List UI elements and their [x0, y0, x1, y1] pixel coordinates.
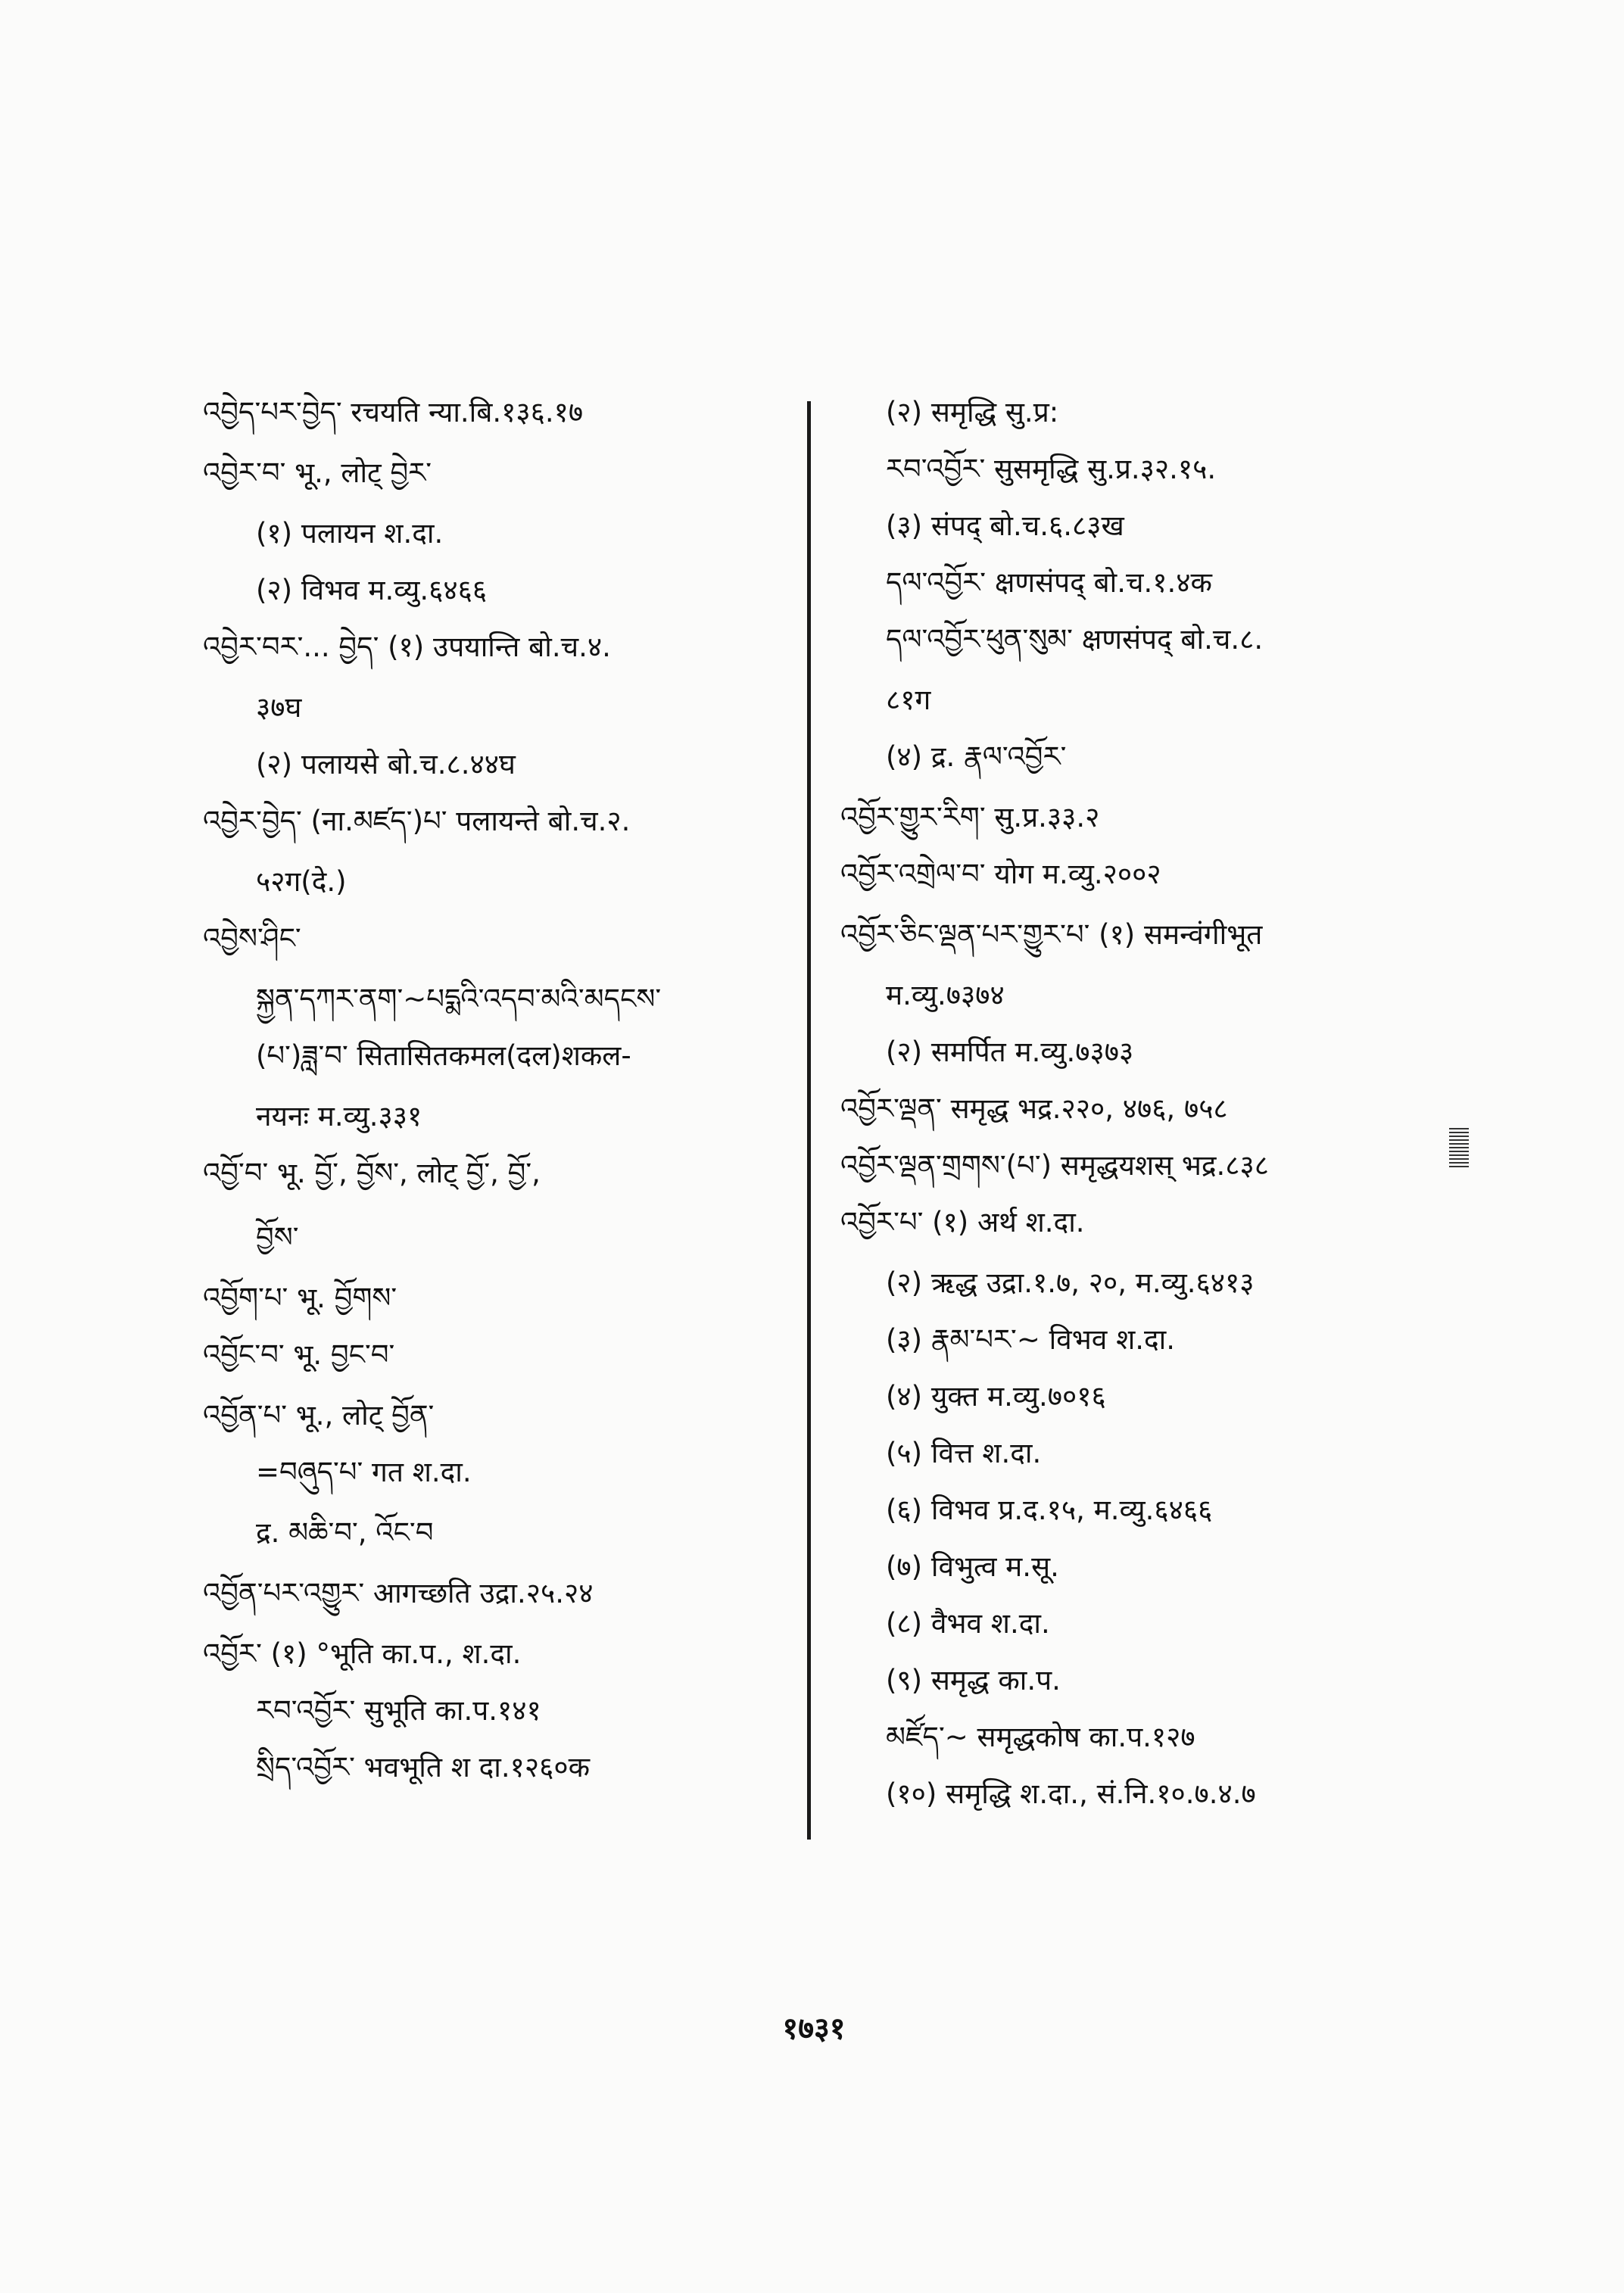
- entry-line: (४) युक्त म.व्यु.७०१६: [886, 1380, 1106, 1413]
- entry-line: འབྱེར་བྱེད་ (ना.མཛད་)པ་ पलायन्ते बो.च.२.: [203, 805, 631, 837]
- entry-line: (३) संपद् बो.च.६.८३ख: [886, 509, 1124, 542]
- entry-line: འབྱོར་ཅིང་ལྡན་པར་གྱུར་པ་ (१) समन्वंगीभूत: [840, 918, 1263, 951]
- entry-line: སྲིད་འབྱོར་ भवभूति श दा.१२६०क: [256, 1751, 590, 1784]
- entry-line: =བཞུད་པ་ गत श.दा.: [256, 1456, 472, 1488]
- entry-line: རབ་འབྱོར་ सुभूति का.प.१४१: [256, 1694, 541, 1727]
- entry-line: (२) समर्पित म.व्यु.७३७३: [886, 1036, 1134, 1068]
- entry-line: འབྱེར་བར་... བྱེད་ (१) उपयान्ति बो.च.४.: [203, 631, 611, 663]
- entry-line: འབྱེར་བ་ भू., लोट् བྱེར་: [203, 456, 432, 489]
- entry-line: (८) वैभव श.दा.: [886, 1607, 1050, 1640]
- entry-line: (४) द्र. རྣལ་འབྱོར་: [886, 740, 1067, 773]
- entry-line: བྱོས་: [256, 1221, 299, 1254]
- entry-line: (པ་)ཟླ་བ་ सितासितकमल(दल)शकल-: [256, 1039, 631, 1072]
- entry-line: འབྱོར་ལྡན་ समृद्ध भद्र.२२०, ४७६, ७५८: [840, 1092, 1228, 1125]
- entry-line: དལ་འབྱོར་ क्षणसंपद् बो.च.१.४क: [886, 566, 1212, 599]
- entry-line: (७) विभुत्व म.सू.: [886, 1550, 1059, 1583]
- entry-line: འབྱོར་ལྡན་གྲགས་(པ་) समृद्धयशस् भद्र.८३८: [840, 1149, 1270, 1182]
- entry-line: འབྱོར་གྱུར་རིག་ सु.प्र.३३.२: [840, 801, 1100, 833]
- page-number: १७३१: [782, 2011, 846, 2046]
- entry-line: འབྱོ་བ་ भू. བྱོ་, བྱོས་, लोट् བྱོ་, བྱོ་,: [203, 1157, 541, 1189]
- entry-line: འབྱེད་པར་བྱེད་ रचयति न्या.बि.१३६.१७: [203, 396, 584, 428]
- entry-line: འབྱོག་པ་ भू. བྱོགས་: [203, 1282, 397, 1314]
- entry-line: (५) वित्त श.दा.: [886, 1437, 1042, 1469]
- entry-line: ३७घ: [256, 691, 302, 724]
- entry-line: མཛོད་~ समृद्धकोष का.प.१२७: [886, 1721, 1195, 1753]
- entry-line: (१०) समृद्धि श.दा., सं.नि.१०.७.४.७: [886, 1777, 1256, 1810]
- entry-line: རབ་འབྱོར་ सुसमृद्धि सु.प्र.३२.१५.: [886, 453, 1217, 485]
- entry-line: (२) समृद्धि सु.प्र:: [886, 396, 1059, 428]
- entry-line: འབྱོན་པ་ भू., लोट् བྱོན་: [203, 1399, 435, 1432]
- entry-line: ५२ग(दे.): [256, 865, 347, 898]
- entry-line: (२) विभव म.व्यु.६४६६: [256, 574, 488, 606]
- entry-line: (९) समृद्ध का.प.: [886, 1664, 1061, 1696]
- entry-line: नयनः म.व्यु.३३१: [256, 1100, 422, 1132]
- entry-line: ८१ग: [886, 684, 931, 716]
- entry-line: (३) རྣམ་པར་~ विभव श.दा.: [886, 1323, 1176, 1356]
- entry-line: འབྱོར་པ་ (१) अर्थ श.दा.: [840, 1206, 1085, 1238]
- entry-line: (६) विभव प्र.द.१५, म.व्यु.६४६६: [886, 1494, 1213, 1526]
- entry-line: द्र. མཆི་བ་, འོང་བ: [256, 1516, 434, 1549]
- entry-line: म.व्यु.७३७४: [886, 979, 1005, 1011]
- entry-line: འབྱེས་ཤིང་: [203, 922, 301, 955]
- column-divider: [807, 401, 811, 1840]
- entry-line: (२) ऋद्ध उद्रा.१.७, २०, म.व्यु.६४१३: [886, 1266, 1255, 1299]
- entry-line: (२) पलायसे बो.च.८.४४घ: [256, 748, 516, 780]
- entry-line: དལ་འབྱོར་ཕུན་སུམ་ क्षणसंपद् बो.च.८.: [886, 623, 1264, 656]
- margin-mark: [1449, 1128, 1469, 1167]
- entry-line: འབྱོར་ (१) °भूति का.प., श.दा.: [203, 1637, 522, 1670]
- entry-line: སྐྱན་དཀར་ནག་~པདྨའི་འདབ་མའི་མདངས་: [256, 983, 662, 1015]
- entry-line: འབྱོར་འགྲེལ་བ་ योग म.व्यु.२००२: [840, 858, 1161, 890]
- entry-line: འབྱོན་པར་འགྱུར་ आगच्छति उद्रा.२५.२४: [203, 1577, 594, 1609]
- entry-line: (१) पलायन श.दा.: [256, 517, 444, 550]
- entry-line: འབྱོང་བ་ भू. བྱང་བ་: [203, 1338, 395, 1371]
